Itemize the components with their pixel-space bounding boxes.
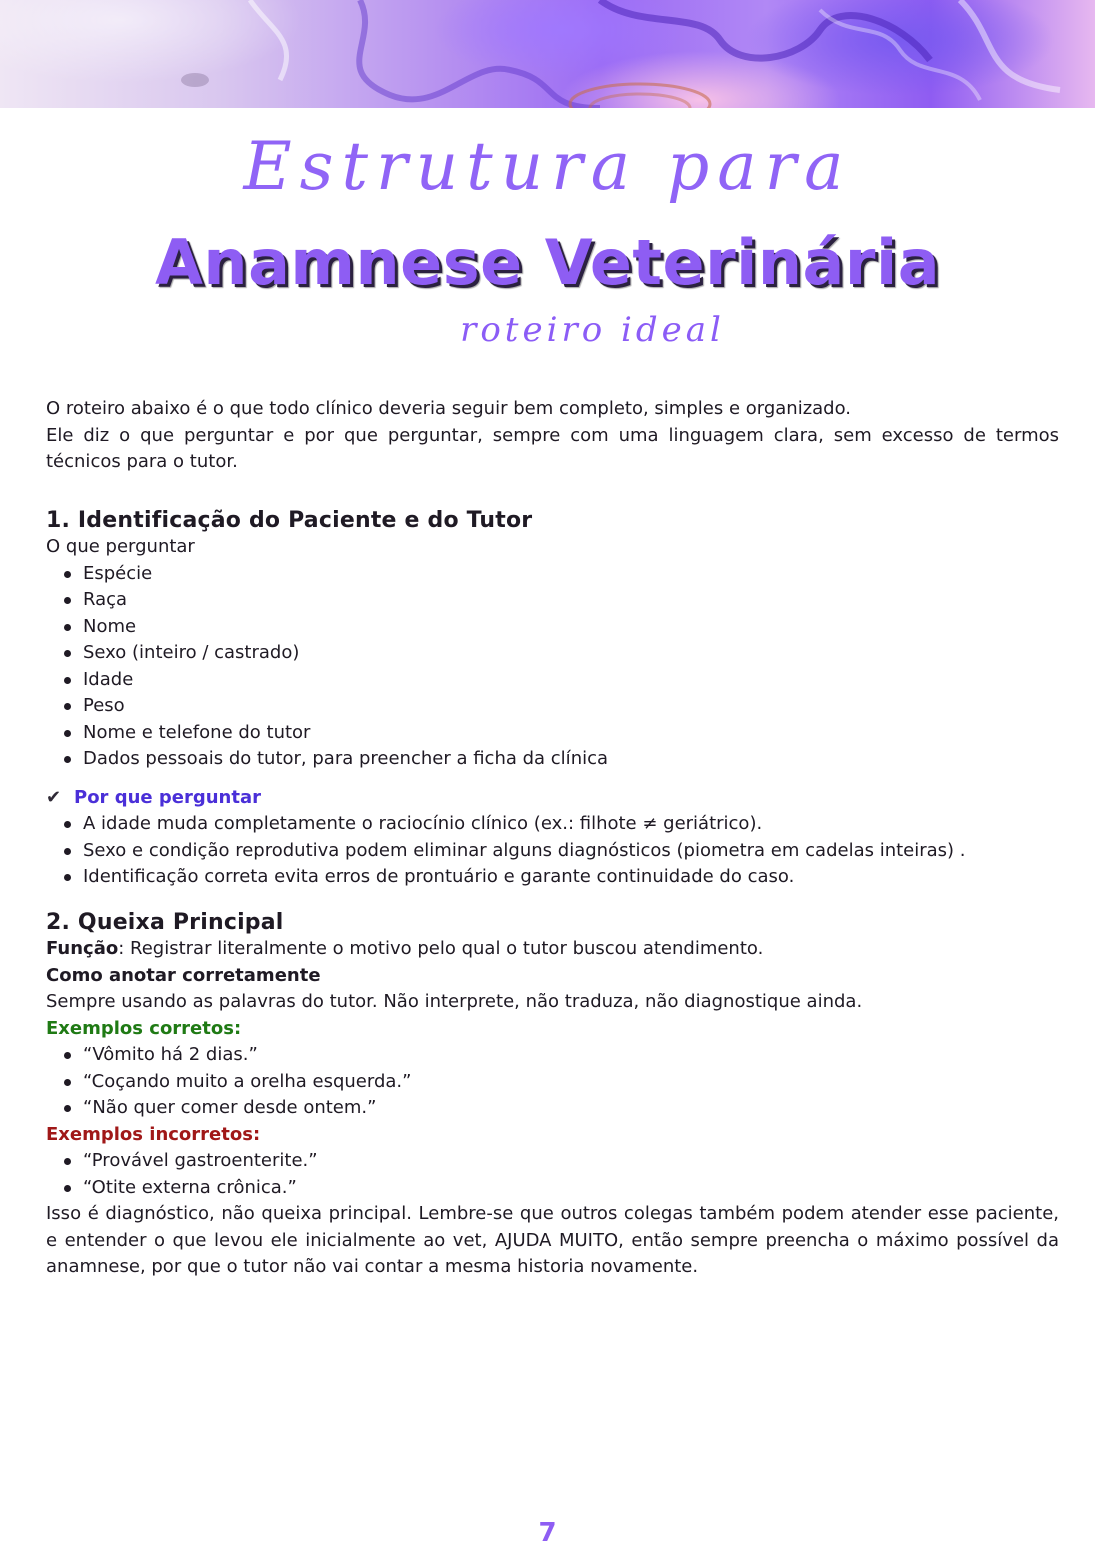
list-item: Dados pessoais do tutor, para preencher a ficha da clínica [83, 746, 1059, 773]
function-paragraph [46, 936, 1059, 963]
section-1-lead: O que perguntar [46, 536, 195, 557]
page-number: 7 [538, 1518, 557, 1548]
document-body [46, 396, 1059, 1281]
list-item: A idade muda completamente o raciocínio clínico (ex.: filhote ≠ geriátrico). [83, 811, 1059, 838]
incorrect-examples-list [46, 1148, 1059, 1201]
howto-title: Como anotar corretamente [46, 964, 321, 986]
function-label: Função [46, 938, 119, 959]
script-title: Estrutura para [243, 128, 852, 205]
howto-text: Sempre usando as palavras do tutor. Não interprete, não traduza, não diagnostique ainda. [46, 991, 863, 1012]
list-item: “Provável gastroenterite.” [83, 1148, 1059, 1175]
list-item: Sexo (inteiro / castrado) [83, 640, 1059, 667]
why-ask-list [46, 811, 1059, 891]
list-item: “Vômito há 2 dias.” [83, 1042, 1059, 1069]
intro-paragraph [46, 396, 1059, 476]
correct-examples-title: Exemplos corretos: [46, 1017, 242, 1039]
closing-paragraph: Isso é diagnóstico, não queixa principal. Lembre-se que outros colegas também podem atender esse paciente, e entender o que levou ele inicialmente ao vet, AJUDA MUITO, então sempre preencha o máximo possível da anamnese, por que o tutor não vai contar a mesma historia novamente. [46, 1203, 1059, 1277]
header-banner [0, 0, 1095, 108]
function-text: : Registrar literalmente o motivo pelo qual o tutor buscou atendimento. [118, 938, 764, 959]
list-item: “Não quer comer desde ontem.” [83, 1095, 1059, 1122]
banner-swirl-art [0, 0, 1095, 108]
correct-examples-list [46, 1042, 1059, 1122]
why-ask-title: Por que perguntar [74, 786, 261, 808]
list-item: Identificação correta evita erros de prontuário e garante continuidade do caso. [83, 864, 1059, 891]
list-item: Nome e telefone do tutor [83, 720, 1059, 747]
section-1-heading: 1. Identificação do Paciente e do Tutor [46, 507, 533, 533]
list-item: Nome [83, 614, 1059, 641]
section-1-question-list [46, 561, 1059, 773]
list-item: Sexo e condição reprodutiva podem eliminar alguns diagnósticos (piometra em cadelas inteiras) . [83, 838, 1059, 865]
list-item: Idade [83, 667, 1059, 694]
list-item: Espécie [83, 561, 1059, 588]
section-2-heading: 2. Queixa Principal [46, 909, 284, 935]
why-ask-heading [46, 785, 1059, 812]
checkmark-icon: ✔ [46, 786, 62, 808]
script-subtitle: roteiro ideal [460, 310, 725, 350]
page-title: Anamnese Veterinária [154, 226, 941, 299]
list-item: Raça [83, 587, 1059, 614]
list-item: “Otite externa crônica.” [83, 1175, 1059, 1202]
intro-line-2: Ele diz o que perguntar e por que perguntar, sempre com uma linguagem clara, sem excesso de termos técnicos para o tutor. [46, 424, 1059, 472]
list-item: “Coçando muito a orelha esquerda.” [83, 1069, 1059, 1096]
incorrect-examples-title: Exemplos incorretos: [46, 1123, 261, 1145]
list-item: Peso [83, 693, 1059, 720]
intro-line-1: O roteiro abaixo é o que todo clínico deveria seguir bem completo, simples e organizado. [46, 398, 852, 419]
